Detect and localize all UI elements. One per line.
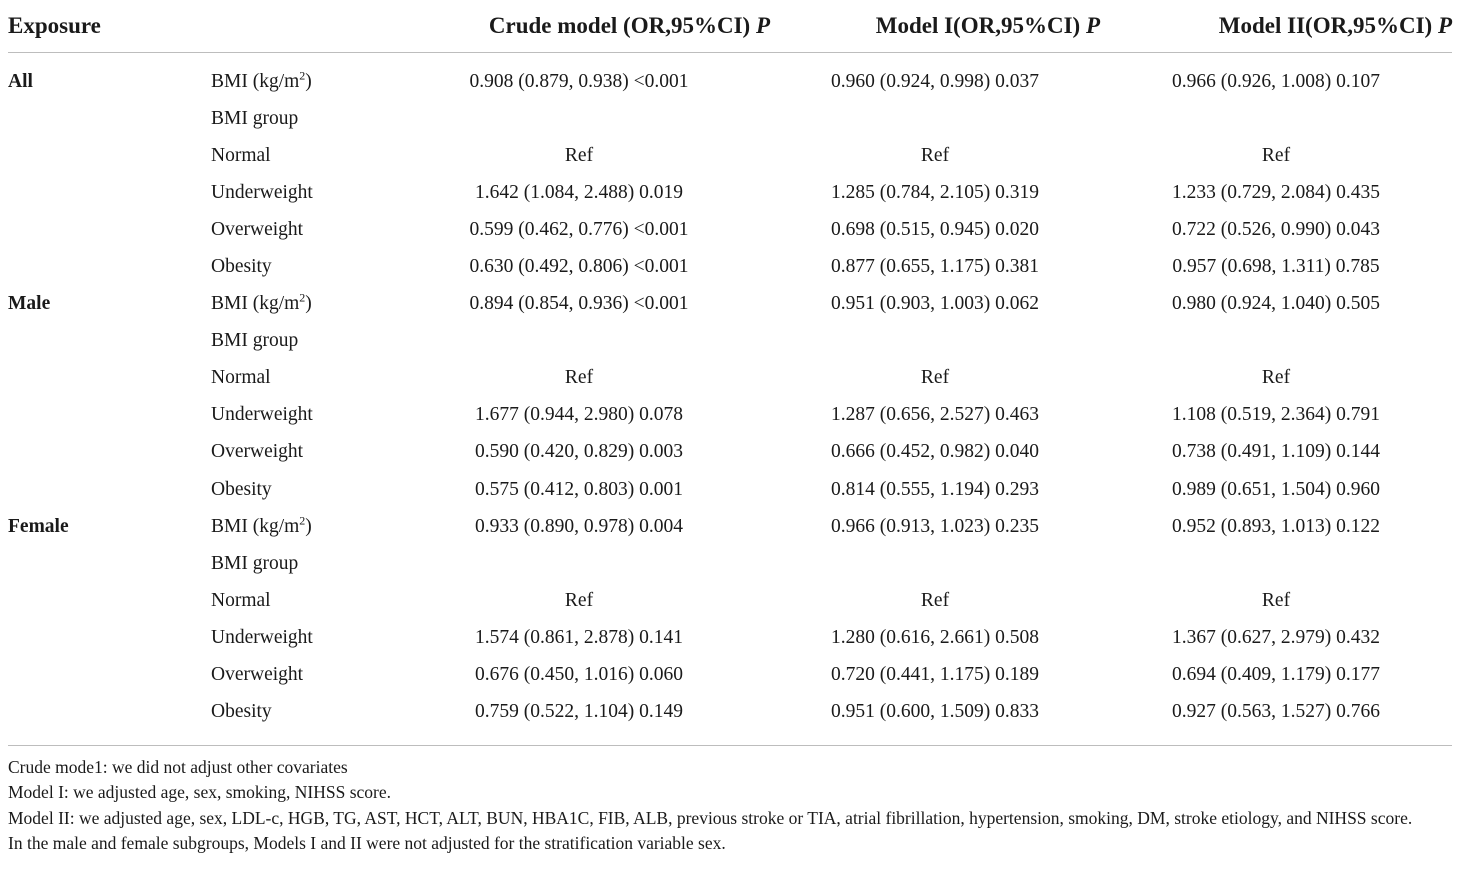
table-row [8,471,1452,508]
row-variable-label: Obesity [211,701,272,723]
odds-ratio-table [8,0,1452,745]
table-row [8,508,1452,545]
table-body [8,53,1452,745]
cell-crude-model: Ref [564,144,594,166]
cell-model-2 [1100,545,1452,582]
table-row [8,657,1452,694]
cell-model-2: 0.952 (0.893, 1.013) 0.122 [1172,515,1380,537]
cell-model-1: 0.877 (0.655, 1.175) 0.381 [831,256,1039,278]
cell-model-1: 0.951 (0.903, 1.003) 0.062 [831,293,1039,315]
table-footnotes [8,755,1452,857]
row-variable-label: BMI group [211,107,299,129]
header-crude-model [388,0,770,53]
cell-crude-model: 0.590 (0.420, 0.829) 0.003 [475,441,683,463]
cell-crude-model [388,100,770,137]
table-row [8,248,1452,285]
table-row [8,619,1452,656]
row-group-label [8,323,208,360]
cell-model-2: 0.694 (0.409, 1.179) 0.177 [1172,664,1380,686]
row-group-label [8,471,208,508]
row-variable-label: Underweight [211,181,313,203]
header-crude-p: P [755,13,770,38]
table-row [8,211,1452,248]
row-variable-label: Normal [211,589,271,611]
row-variable-label: Overweight [211,664,304,686]
row-variable-label: Normal [211,367,271,389]
row-group-label [8,248,208,285]
row-group-label [8,657,208,694]
cell-crude-model [388,545,770,582]
cell-crude-model: 1.677 (0.944, 2.980) 0.078 [475,404,683,426]
bmi-unit-suffix: ) [305,70,312,92]
footnote: Model I: we adjusted age, sex, smoking, NIHSS score. [8,782,391,803]
row-variable-label: Obesity [211,256,272,278]
footer-divider [8,745,1452,746]
bmi-unit-superscript: 2 [299,290,306,305]
cell-model-2: Ref [1261,367,1291,389]
cell-crude-model: 1.574 (0.861, 2.878) 0.141 [475,626,683,648]
row-group-label [8,582,208,619]
header-crude-label: Crude model (OR,95%CI) [488,13,751,38]
cell-model-1: 0.720 (0.441, 1.175) 0.189 [831,664,1039,686]
cell-model-1: 0.966 (0.913, 1.023) 0.235 [831,515,1039,537]
cell-model-2: 0.722 (0.526, 0.990) 0.043 [1172,218,1380,240]
cell-crude-model: 0.759 (0.522, 1.104) 0.149 [475,701,683,723]
bmi-unit-superscript: 2 [299,513,306,528]
cell-model-2: 0.980 (0.924, 1.040) 0.505 [1172,293,1380,315]
header-exposure: Exposure [8,0,208,53]
bmi-unit-prefix: BMI (kg/m [211,515,300,537]
cell-crude-model: 0.908 (0.879, 0.938) <0.001 [469,70,689,92]
row-variable-label: Obesity [211,478,272,500]
row-group-label [8,545,208,582]
cell-model-1: 1.280 (0.616, 2.661) 0.508 [831,626,1039,648]
row-group-label [8,619,208,656]
cell-model-1 [770,100,1100,137]
cell-model-2: Ref [1261,589,1291,611]
row-variable-label: Normal [211,144,271,166]
cell-crude-model: Ref [564,589,594,611]
header-model-2-p: P [1437,13,1452,38]
row-bmi-unit-label [208,286,388,323]
bmi-unit-superscript: 2 [299,68,306,83]
table-row [8,582,1452,619]
row-variable-label: BMI group [211,552,299,574]
cell-model-2: 0.957 (0.698, 1.311) 0.785 [1172,256,1380,278]
footnote: In the male and female subgroups, Models I and II were not adjusted for the stratification variable sex. [8,833,726,854]
header-model-1-p: P [1085,13,1100,38]
row-group-label [8,100,208,137]
table-row [8,360,1452,397]
cell-model-1: 0.951 (0.600, 1.509) 0.833 [831,701,1039,723]
cell-model-1 [770,545,1100,582]
header-model-1 [770,0,1100,53]
cell-model-1: 0.814 (0.555, 1.194) 0.293 [831,478,1039,500]
row-group-label [8,174,208,211]
row-group-label: Female [8,515,69,537]
cell-model-1: 0.666 (0.452, 0.982) 0.040 [831,441,1039,463]
cell-model-1: 0.960 (0.924, 0.998) 0.037 [831,70,1039,92]
header-model-2 [1100,0,1452,53]
row-group-label [8,360,208,397]
cell-model-1: 1.287 (0.656, 2.527) 0.463 [831,404,1039,426]
results-table-page [8,0,1452,857]
cell-crude-model: 0.575 (0.412, 0.803) 0.001 [475,478,683,500]
cell-crude-model: 0.894 (0.854, 0.936) <0.001 [469,293,689,315]
cell-crude-model: 0.933 (0.890, 0.978) 0.004 [475,515,683,537]
cell-model-1 [770,323,1100,360]
cell-model-2: 0.966 (0.926, 1.008) 0.107 [1172,70,1380,92]
cell-model-2: 1.367 (0.627, 2.979) 0.432 [1172,626,1380,648]
header-variable [208,0,388,53]
table-row [8,137,1452,174]
header-model-2-label: Model II(OR,95%CI) [1218,13,1433,38]
table-row [8,174,1452,211]
cell-crude-model: 0.676 (0.450, 1.016) 0.060 [475,664,683,686]
cell-model-2: Ref [1261,144,1291,166]
row-variable-label: BMI group [211,330,299,352]
table-row [8,397,1452,434]
cell-crude-model: 0.599 (0.462, 0.776) <0.001 [469,218,689,240]
cell-model-2 [1100,323,1452,360]
row-group-label [8,397,208,434]
bmi-unit-suffix: ) [305,515,312,537]
cell-model-2: 1.233 (0.729, 2.084) 0.435 [1172,181,1380,203]
row-variable-label: Underweight [211,626,313,648]
row-group-label [8,694,208,745]
row-variable-label: Underweight [211,404,313,426]
cell-model-2: 0.927 (0.563, 1.527) 0.766 [1172,701,1380,723]
bmi-unit-suffix: ) [305,293,312,315]
cell-model-1: 1.285 (0.784, 2.105) 0.319 [831,181,1039,203]
table-row [8,323,1452,360]
table-row [8,100,1452,137]
cell-crude-model: 1.642 (1.084, 2.488) 0.019 [475,181,683,203]
row-group-label [8,434,208,471]
bmi-unit-prefix: BMI (kg/m [211,70,300,92]
footnote: Model II: we adjusted age, sex, LDL-c, HGB, TG, AST, HCT, ALT, BUN, HBA1C, FIB, ALB, previous stroke or TIA, atrial fibrillation, hypertension, smoking, DM, stroke etiology, and NIHSS score. [8,807,1413,828]
table-row [8,53,1452,101]
table-header-row [8,0,1452,53]
cell-model-2: 0.989 (0.651, 1.504) 0.960 [1172,478,1380,500]
row-variable-label: Overweight [211,218,304,240]
bmi-unit-prefix: BMI (kg/m [211,293,300,315]
table-row [8,694,1452,745]
cell-crude-model [388,323,770,360]
row-group-label: Male [8,293,51,315]
row-bmi-unit-label [208,53,388,101]
cell-model-2: 1.108 (0.519, 2.364) 0.791 [1172,404,1380,426]
table-row [8,545,1452,582]
footnote: Crude mode1: we did not adjust other covariates [8,756,348,777]
table-row [8,286,1452,323]
row-group-label [8,137,208,174]
row-bmi-unit-label [208,508,388,545]
cell-model-1: Ref [920,367,950,389]
cell-model-2 [1100,100,1452,137]
cell-model-2: 0.738 (0.491, 1.109) 0.144 [1172,441,1380,463]
cell-model-1: 0.698 (0.515, 0.945) 0.020 [831,218,1039,240]
row-variable-label: Overweight [211,441,304,463]
cell-model-1: Ref [920,144,950,166]
header-model-1-label: Model I(OR,95%CI) [875,13,1081,38]
cell-crude-model: 0.630 (0.492, 0.806) <0.001 [469,256,689,278]
cell-model-1: Ref [920,589,950,611]
row-group-label [8,211,208,248]
table-row [8,434,1452,471]
cell-crude-model: Ref [564,367,594,389]
row-group-label: All [8,70,33,92]
